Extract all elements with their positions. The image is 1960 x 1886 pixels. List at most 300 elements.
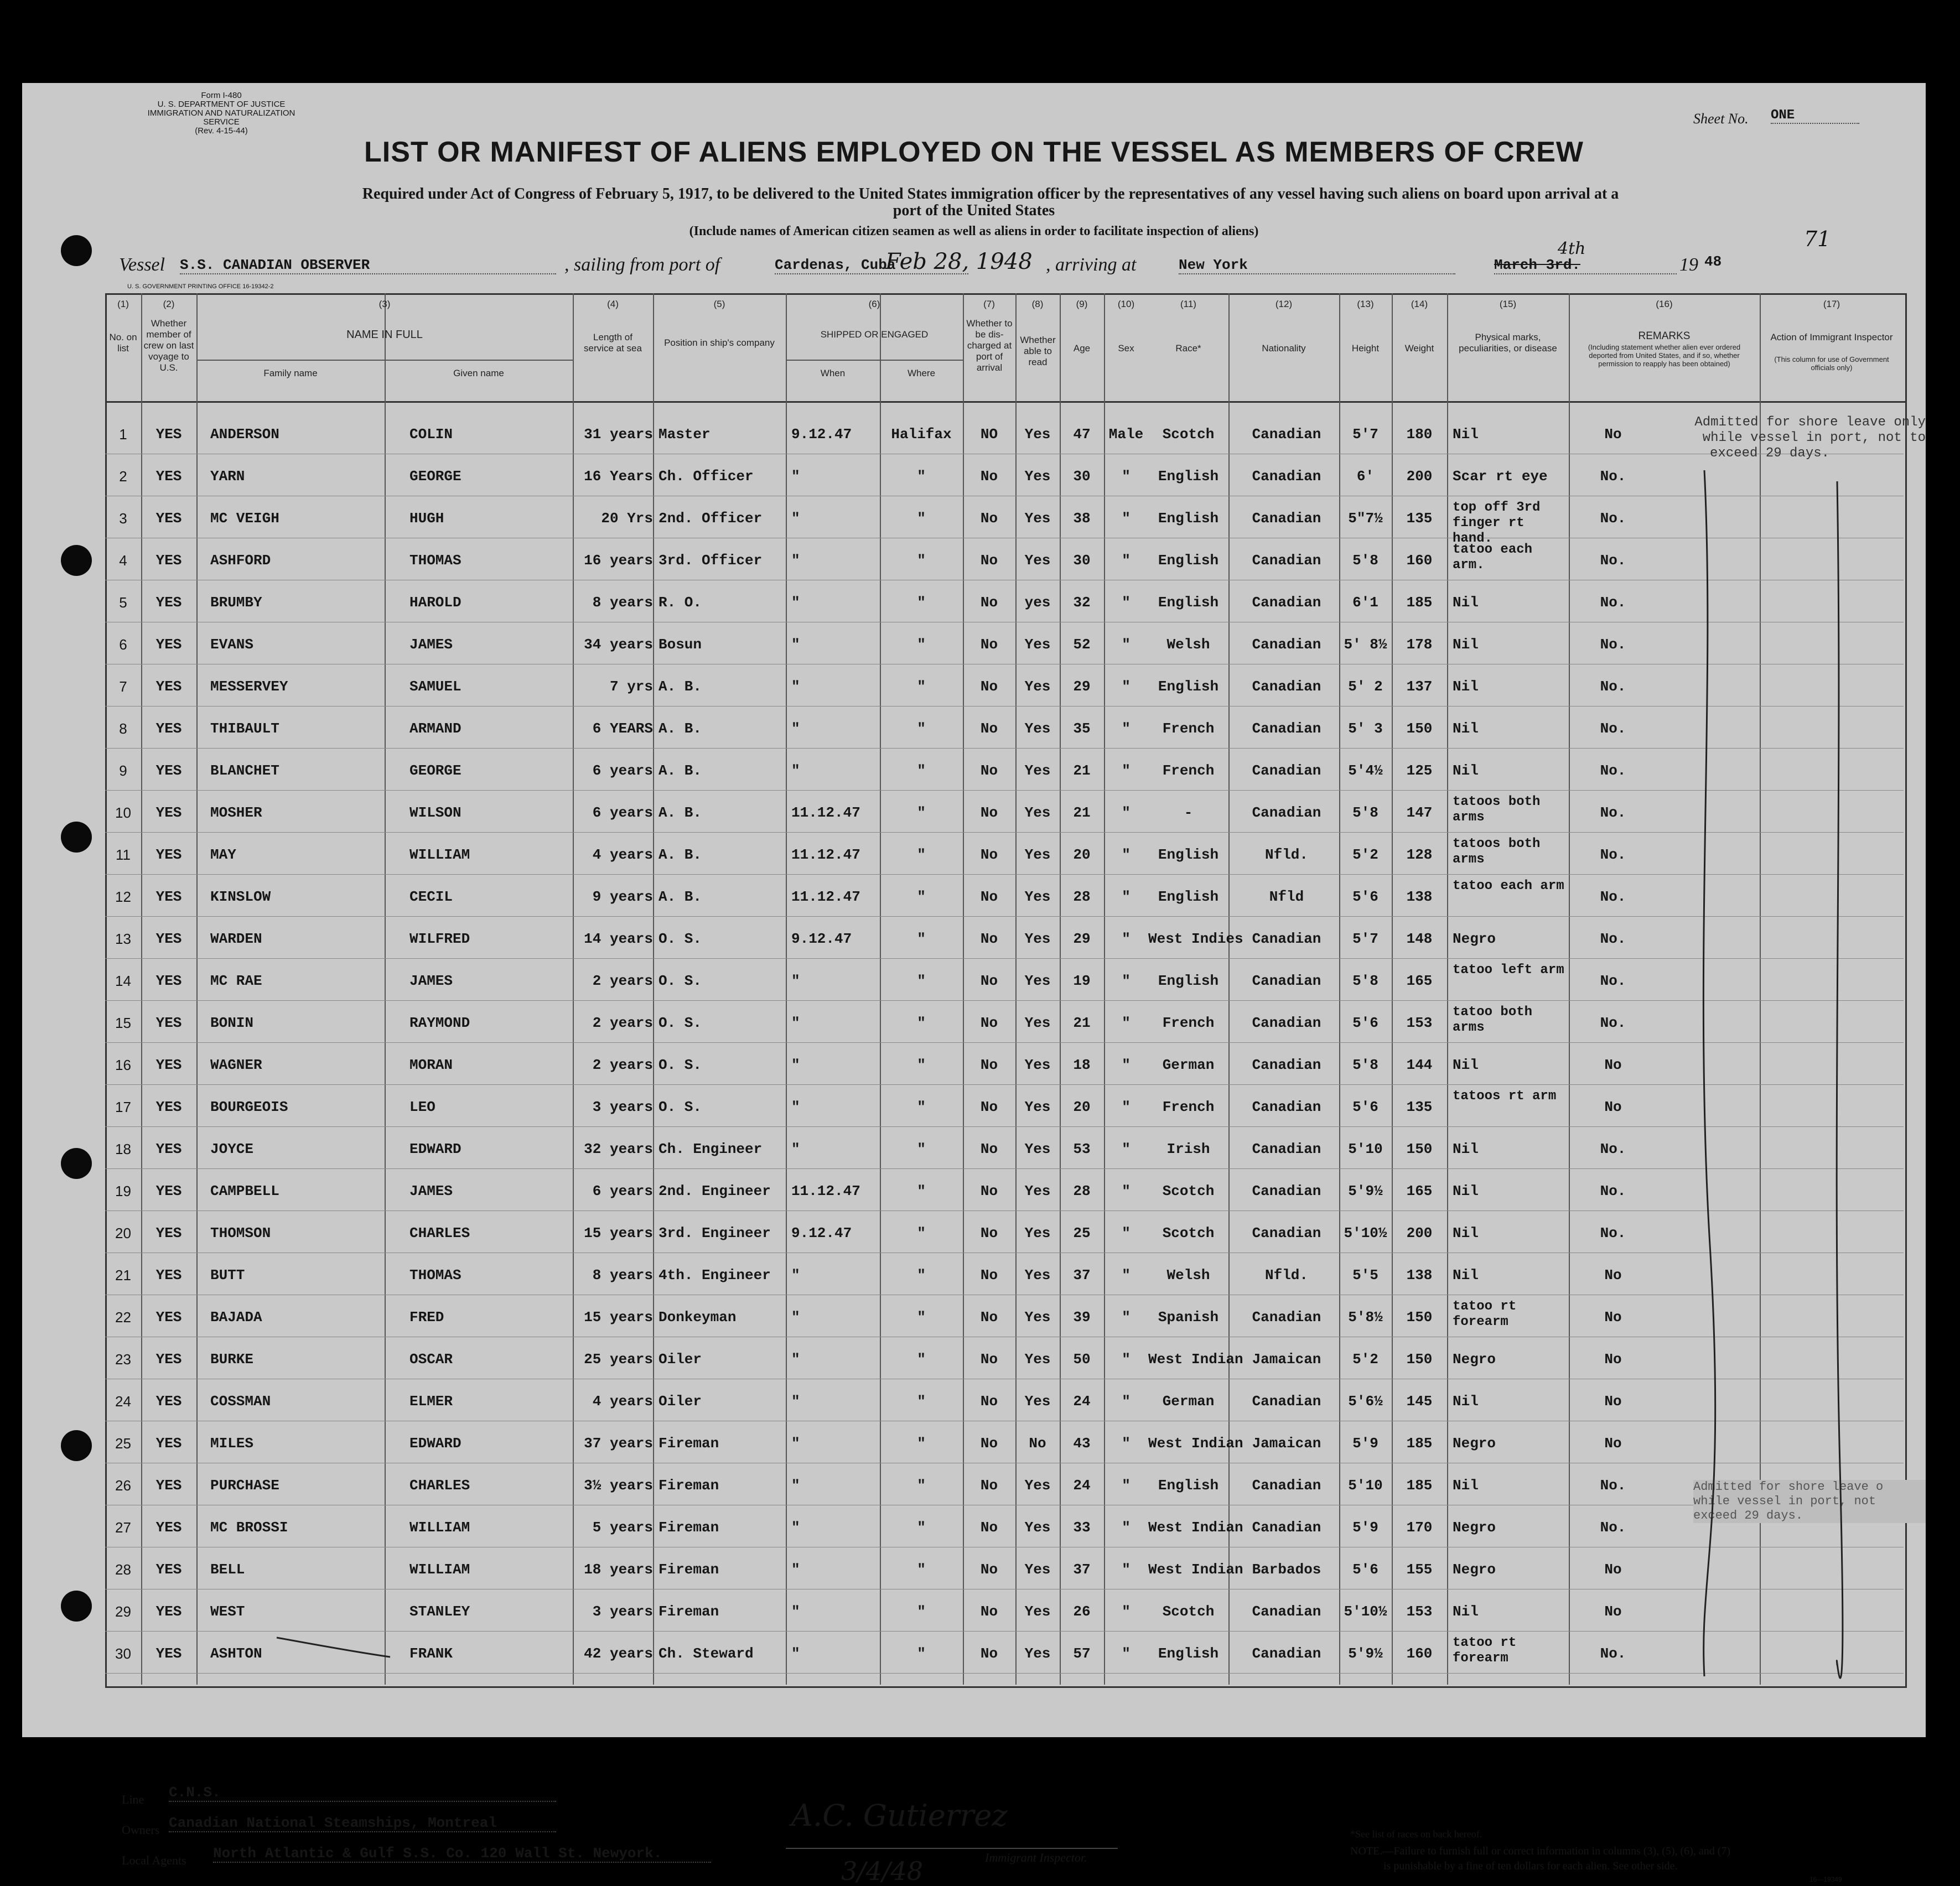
cell-where: " (917, 1057, 926, 1073)
cell-where: " (917, 1519, 926, 1536)
cell-family: BOURGEOIS (210, 1099, 288, 1115)
cell-given: WILLIAM (409, 1561, 470, 1578)
cell-nationality: Canadian (1252, 973, 1321, 989)
cell-race: West Indian (1148, 1435, 1243, 1452)
cell-given: HAROLD (409, 594, 462, 611)
cell-remarks: No. (1600, 468, 1626, 485)
line-label: Line (122, 1793, 144, 1806)
cell-age: 52 (1073, 636, 1091, 653)
cell-age: 53 (1073, 1141, 1091, 1157)
cell-marks: Negro (1453, 931, 1496, 947)
header-age: Age (1073, 343, 1091, 354)
cell-race: Welsh (1166, 636, 1210, 653)
cell-nationality: Canadian (1252, 636, 1321, 653)
cell-no: 9 (119, 762, 127, 779)
cell-read: Yes (1024, 1393, 1051, 1410)
cell-position: Master (658, 426, 711, 443)
cell-no: 14 (115, 973, 131, 989)
manifest-sheet (22, 83, 1926, 1886)
form-revision: (Rev. 4-15-44) (195, 126, 248, 136)
cell-height: 5'10 (1348, 1141, 1383, 1157)
cell-no: 5 (119, 594, 127, 611)
cell-family: ASHTON (210, 1645, 262, 1662)
cell-position: 3rd. Officer (658, 552, 763, 569)
note-fine-2: is punishable by a fine of ten dollars for each alien. See other side. (1383, 1860, 1678, 1872)
port-to: New York (1179, 257, 1455, 274)
header-position: Position in ship's company (664, 337, 775, 348)
cell-position: Fireman (658, 1519, 719, 1536)
cell-position: O. S. (658, 1099, 702, 1115)
cell-discharged: No (980, 1645, 998, 1662)
cell-position: A. B. (658, 889, 702, 905)
cell-sex: " (1122, 678, 1131, 695)
vessel-label: Vessel (119, 254, 165, 275)
cell-race: English (1158, 846, 1219, 863)
cell-sex: " (1122, 1603, 1131, 1620)
cell-read: Yes (1024, 552, 1051, 569)
cell-family: BONIN (210, 1015, 254, 1031)
cell-no: 29 (115, 1603, 131, 1620)
cell-member: YES (155, 678, 182, 695)
cell-where: " (917, 636, 926, 653)
cell-given: FRED (409, 1309, 444, 1326)
service-name: IMMIGRATION AND NATURALIZATION SERVICE (147, 108, 295, 127)
cell-service: 2 years (592, 1015, 653, 1031)
cell-read: Yes (1024, 1057, 1051, 1073)
cell-sex: " (1122, 594, 1131, 611)
cell-service: 16 years (584, 552, 653, 569)
row-divider (105, 874, 1904, 875)
cell-race: French (1162, 720, 1215, 737)
cell-sex: " (1122, 1309, 1131, 1326)
cell-family: JOYCE (210, 1141, 254, 1157)
header-whether-member: Whether member of crew on last voyage to U.S. (143, 318, 194, 373)
cell-sex: " (1122, 552, 1131, 569)
cell-remarks: No (1604, 1351, 1622, 1368)
cell-given: WILLIAM (409, 846, 470, 863)
col-num: (3) (378, 299, 391, 309)
cell-weight: 150 (1406, 720, 1433, 737)
cell-height: 5'5 (1352, 1267, 1378, 1284)
cell-member: YES (155, 1645, 182, 1662)
cell-family: MOSHER (210, 804, 262, 821)
row-divider (105, 1000, 1904, 1001)
cell-remarks: No (1604, 1057, 1622, 1073)
cell-discharged: NO (980, 426, 998, 443)
cell-remarks: No. (1600, 594, 1626, 611)
cell-member: YES (155, 804, 182, 821)
cell-height: 5'8½ (1348, 1309, 1383, 1326)
vessel-name: S.S. CANADIAN OBSERVER (180, 257, 556, 274)
cell-marks: Nil (1453, 1393, 1479, 1410)
cell-where: " (917, 1603, 926, 1620)
line-value: C.N.S. (169, 1784, 556, 1802)
cell-race: - (1184, 804, 1193, 821)
cell-race: Welsh (1166, 1267, 1210, 1284)
header-where: Where (907, 368, 936, 378)
cell-height: 5' 8½ (1344, 636, 1387, 653)
cell-nationality: Canadian (1252, 468, 1321, 485)
cell-where: " (917, 804, 926, 821)
cell-marks: Negro (1453, 1435, 1496, 1452)
cell-height: 5'9½ (1348, 1183, 1383, 1199)
form-instructions: (Include names of American citizen seamen as well as aliens in order to facilitate inspection of aliens) (689, 224, 1259, 238)
cell-discharged: No (980, 1099, 998, 1115)
cell-family: WAGNER (210, 1057, 262, 1073)
cell-where: " (917, 594, 926, 611)
cell-weight: 150 (1406, 1141, 1433, 1157)
cell-service: 25 years (584, 1351, 653, 1368)
cell-race: English (1158, 889, 1219, 905)
row-divider (105, 958, 1904, 959)
cell-read: Yes (1024, 426, 1051, 443)
cell-where: " (917, 1225, 926, 1241)
cell-race: French (1162, 1099, 1215, 1115)
cell-race: French (1162, 1015, 1215, 1031)
cell-when: " (791, 1351, 800, 1368)
cell-remarks: No (1604, 1603, 1622, 1620)
cell-nationality: Canadian (1252, 1183, 1321, 1199)
cell-family: THIBAULT (210, 720, 279, 737)
cell-where: " (917, 1351, 926, 1368)
cell-no: 4 (119, 552, 127, 569)
cell-when: " (791, 762, 800, 779)
shore-leave-stamp (1660, 415, 1926, 461)
department: U. S. DEPARTMENT OF JUSTICE (157, 100, 286, 109)
cell-discharged: No (980, 846, 998, 863)
cell-sex: " (1122, 1099, 1131, 1115)
col-num: (8) (1031, 299, 1044, 309)
cell-marks: Nil (1453, 636, 1479, 653)
cell-height: 5'8 (1352, 973, 1378, 989)
col-num: (9) (1076, 299, 1088, 309)
cell-family: YARN (210, 468, 245, 485)
cell-position: A. B. (658, 804, 702, 821)
header-remarks: REMARKS (1638, 330, 1691, 342)
cell-discharged: No (980, 468, 998, 485)
cell-no: 2 (119, 468, 127, 485)
cell-nationality: Jamaican (1252, 1351, 1321, 1368)
cell-marks: Nil (1453, 1603, 1479, 1620)
cell-member: YES (155, 1519, 182, 1536)
header-shipped-engaged: SHIPPED OR ENGAGED (820, 329, 929, 340)
cell-discharged: No (980, 931, 998, 947)
cell-given: MORAN (409, 1057, 453, 1073)
cell-service: 6 years (592, 1183, 653, 1199)
cell-given: OSCAR (409, 1351, 453, 1368)
cell-race: French (1162, 762, 1215, 779)
cell-marks: Scar rt eye (1453, 468, 1548, 485)
cell-when: " (791, 973, 800, 989)
cell-when: 9.12.47 (791, 426, 852, 443)
cell-position: Fireman (658, 1477, 719, 1494)
col-num: (17) (1823, 299, 1840, 309)
header-able-read: Whether able to read (1020, 335, 1056, 367)
cell-remarks: No. (1600, 1645, 1626, 1662)
cell-given: JAMES (409, 636, 453, 653)
form-number: Form I-480 (201, 91, 242, 100)
cell-no: 24 (115, 1393, 131, 1410)
cell-height: 5'8 (1352, 1057, 1378, 1073)
cell-given: SAMUEL (409, 678, 462, 695)
cell-position: Oiler (658, 1351, 702, 1368)
cell-read: Yes (1024, 510, 1051, 527)
cell-given: ELMER (409, 1393, 453, 1410)
row-divider (105, 748, 1904, 749)
row-divider (105, 1210, 1904, 1211)
cell-position: A. B. (658, 720, 702, 737)
cell-age: 28 (1073, 889, 1091, 905)
cell-sex: " (1122, 1141, 1131, 1157)
cell-race: West Indies (1148, 931, 1243, 947)
cell-member: YES (155, 889, 182, 905)
cell-age: 37 (1073, 1561, 1091, 1578)
owners-label: Owners (122, 1823, 160, 1837)
cell-sex: " (1122, 1561, 1131, 1578)
cell-position: A. B. (658, 678, 702, 695)
cell-discharged: No (980, 1309, 998, 1326)
cell-nationality: Canadian (1252, 1225, 1321, 1241)
inspector-date: 3/4/48 (841, 1856, 924, 1886)
cell-discharged: No (980, 804, 998, 821)
note-races: *See list of races on back hereof. (1350, 1828, 1482, 1840)
cell-no: 20 (115, 1225, 131, 1241)
cell-age: 25 (1073, 1225, 1091, 1241)
cell-read: Yes (1024, 1015, 1051, 1031)
row-divider (105, 1168, 1904, 1169)
header-weight: Weight (1404, 343, 1434, 354)
cell-remarks: No (1604, 1099, 1622, 1115)
cell-remarks: No (1604, 1561, 1622, 1578)
punch-hole (61, 1148, 92, 1179)
cell-remarks: No. (1600, 1519, 1626, 1536)
header-given-name: Given name (453, 368, 504, 378)
cell-no: 6 (119, 636, 127, 653)
cell-nationality: Canadian (1252, 510, 1321, 527)
cell-service: 2 years (592, 1057, 653, 1073)
cell-height: 5'4½ (1348, 762, 1383, 779)
cell-position: 3rd. Engineer (658, 1225, 771, 1241)
cell-read: Yes (1024, 1645, 1051, 1662)
cell-age: 43 (1073, 1435, 1091, 1452)
cell-when: " (791, 1477, 800, 1494)
cell-read: Yes (1024, 1267, 1051, 1284)
cell-remarks: No (1604, 1267, 1622, 1284)
cell-age: 38 (1073, 510, 1091, 527)
cell-where: " (917, 1561, 926, 1578)
cell-no: 1 (119, 426, 127, 443)
cell-family: MC VEIGH (210, 510, 279, 527)
cell-sex: " (1122, 1393, 1131, 1410)
stamp-line: Admitted for shore leave only (1694, 415, 1926, 430)
cell-race: Irish (1166, 1141, 1210, 1157)
cell-when: " (791, 1393, 800, 1410)
cell-sex: " (1122, 804, 1131, 821)
cell-age: 35 (1073, 720, 1091, 737)
cell-service: 34 years (584, 636, 653, 653)
row-divider (105, 832, 1904, 833)
cell-sex: " (1122, 931, 1131, 947)
cell-height: 5'6½ (1348, 1393, 1383, 1410)
cell-position: R. O. (658, 594, 702, 611)
cell-position: Ch. Steward (658, 1645, 754, 1662)
arrival-date-correction: 4th (1558, 239, 1586, 258)
cell-member: YES (155, 1393, 182, 1410)
port-from: Cardenas, Cuba (775, 257, 968, 274)
cell-sex: " (1122, 973, 1131, 989)
cell-given: FRANK (409, 1645, 453, 1662)
cell-position: O. S. (658, 1057, 702, 1073)
cell-weight: 150 (1406, 1351, 1433, 1368)
cell-height: 5"7½ (1348, 510, 1383, 527)
note-fine: NOTE.—Failure to furnish full or correct information in columns (3), (5), (6), and (7) (1350, 1845, 1731, 1857)
cell-age: 30 (1073, 552, 1091, 569)
cell-nationality: Canadian (1252, 426, 1321, 443)
owners-value: Canadian National Steamships, Montreal (169, 1815, 556, 1832)
cell-position: O. S. (658, 973, 702, 989)
cell-where: Halifax (891, 426, 952, 443)
header-when: When (820, 368, 846, 378)
sheet-number: ONE (1771, 108, 1859, 124)
cell-when: 9.12.47 (791, 1225, 852, 1241)
cell-position: Bosun (658, 636, 702, 653)
cell-age: 21 (1073, 1015, 1091, 1031)
cell-where: " (917, 846, 926, 863)
cell-height: 5'10½ (1344, 1603, 1387, 1620)
cell-age: 19 (1073, 973, 1091, 989)
cell-remarks: No. (1600, 636, 1626, 653)
cell-nationality: Canadian (1252, 552, 1321, 569)
cell-no: 19 (115, 1183, 131, 1199)
cell-given: WILLIAM (409, 1519, 470, 1536)
cell-family: EVANS (210, 636, 254, 653)
cell-weight: 185 (1406, 1477, 1433, 1494)
agents-value: North Atlantic & Gulf S.S. Co. 120 Wall St. Newyork. (213, 1845, 711, 1863)
cell-weight: 145 (1406, 1393, 1433, 1410)
form-id-block (133, 91, 310, 136)
cell-member: YES (155, 1015, 182, 1031)
cell-read: Yes (1024, 468, 1051, 485)
cell-sex: " (1122, 720, 1131, 737)
cell-read: Yes (1024, 889, 1051, 905)
cell-height: 5'7 (1352, 426, 1378, 443)
header-physical: Physical marks, peculiarities, or disease (1459, 332, 1557, 354)
cell-family: BAJADA (210, 1309, 262, 1326)
cell-family: BURKE (210, 1351, 254, 1368)
cell-no: 21 (115, 1267, 131, 1284)
cell-service: 16 Years (584, 468, 653, 485)
cell-member: YES (155, 1267, 182, 1284)
cell-weight: 125 (1406, 762, 1433, 779)
cell-when: " (791, 1603, 800, 1620)
cell-sex: " (1122, 468, 1131, 485)
cell-race: English (1158, 973, 1219, 989)
cell-remarks: No. (1600, 846, 1626, 863)
print-office: U. S. GOVERNMENT PRINTING OFFICE 16-19342-2 (127, 283, 274, 290)
cell-family: BLANCHET (210, 762, 279, 779)
cell-member: YES (155, 1183, 182, 1199)
cell-where: " (917, 931, 926, 947)
cell-given: HUGH (409, 510, 444, 527)
cell-service: 6 years (592, 762, 653, 779)
header-sex: Sex (1118, 343, 1134, 354)
cell-discharged: No (980, 1393, 998, 1410)
cell-race: English (1158, 510, 1219, 527)
cell-no: 12 (115, 889, 131, 905)
cell-member: YES (155, 636, 182, 653)
cell-position: Fireman (658, 1603, 719, 1620)
cell-race: German (1162, 1393, 1215, 1410)
cell-no: 18 (115, 1141, 131, 1157)
row-divider (105, 916, 1904, 917)
cell-remarks: No. (1600, 1225, 1626, 1241)
cell-height: 5'2 (1352, 1351, 1378, 1368)
cell-given: EDWARD (409, 1141, 462, 1157)
cell-when: " (791, 552, 800, 569)
cell-when: " (791, 594, 800, 611)
cell-race: English (1158, 678, 1219, 695)
cell-age: 32 (1073, 594, 1091, 611)
cell-remarks: No (1604, 1393, 1622, 1410)
cell-marks: top off 3rd finger rt hand. (1453, 500, 1541, 546)
cell-service: 32 years (584, 1141, 653, 1157)
cell-remarks: No. (1600, 973, 1626, 989)
cell-discharged: No (980, 1519, 998, 1536)
cell-family: MC BROSSI (210, 1519, 288, 1536)
cell-sex: " (1122, 1015, 1131, 1031)
cell-nationality: Canadian (1252, 1645, 1321, 1662)
cell-given: STANLEY (409, 1603, 470, 1620)
cell-when: " (791, 1015, 800, 1031)
cell-family: WEST (210, 1603, 245, 1620)
cell-remarks: No. (1600, 1477, 1626, 1494)
cell-service: 8 years (592, 1267, 653, 1284)
cell-given: CECIL (409, 889, 453, 905)
cell-read: Yes (1024, 846, 1051, 863)
pen-stroke (274, 1632, 396, 1660)
cell-remarks: No. (1600, 552, 1626, 569)
header-length-service: Length of service at sea (584, 332, 642, 354)
cell-nationality: Nfld. (1264, 846, 1308, 863)
cell-nationality: Canadian (1252, 1141, 1321, 1157)
cell-where: " (917, 510, 926, 527)
cell-where: " (917, 762, 926, 779)
form-subtitle-2: port of the United States (893, 202, 1055, 219)
cell-given: EDWARD (409, 1435, 462, 1452)
cell-weight: 135 (1406, 1099, 1433, 1115)
cell-service: 18 years (584, 1561, 653, 1578)
sailing-label: , sailing from port of (564, 254, 720, 275)
cell-nationality: Canadian (1252, 678, 1321, 695)
cell-where: " (917, 1645, 926, 1662)
cell-service: 5 years (592, 1519, 653, 1536)
cell-service: 37 years (584, 1435, 653, 1452)
cell-sex: " (1122, 762, 1131, 779)
cell-discharged: No (980, 1225, 998, 1241)
cell-marks: Nil (1453, 1141, 1479, 1157)
cell-when: " (791, 720, 800, 737)
cell-position: 2nd. Officer (658, 510, 763, 527)
sailing-date: Feb 28, 1948 (885, 249, 1033, 274)
cell-position: A. B. (658, 846, 702, 863)
cell-nationality: Canadian (1252, 931, 1321, 947)
cell-member: YES (155, 1057, 182, 1073)
row-divider (105, 790, 1904, 791)
cell-family: PURCHASE (210, 1477, 279, 1494)
punch-hole (61, 1591, 92, 1622)
stamp-line: while vessel in port, not to (1702, 430, 1926, 445)
cell-race: English (1158, 1477, 1219, 1494)
